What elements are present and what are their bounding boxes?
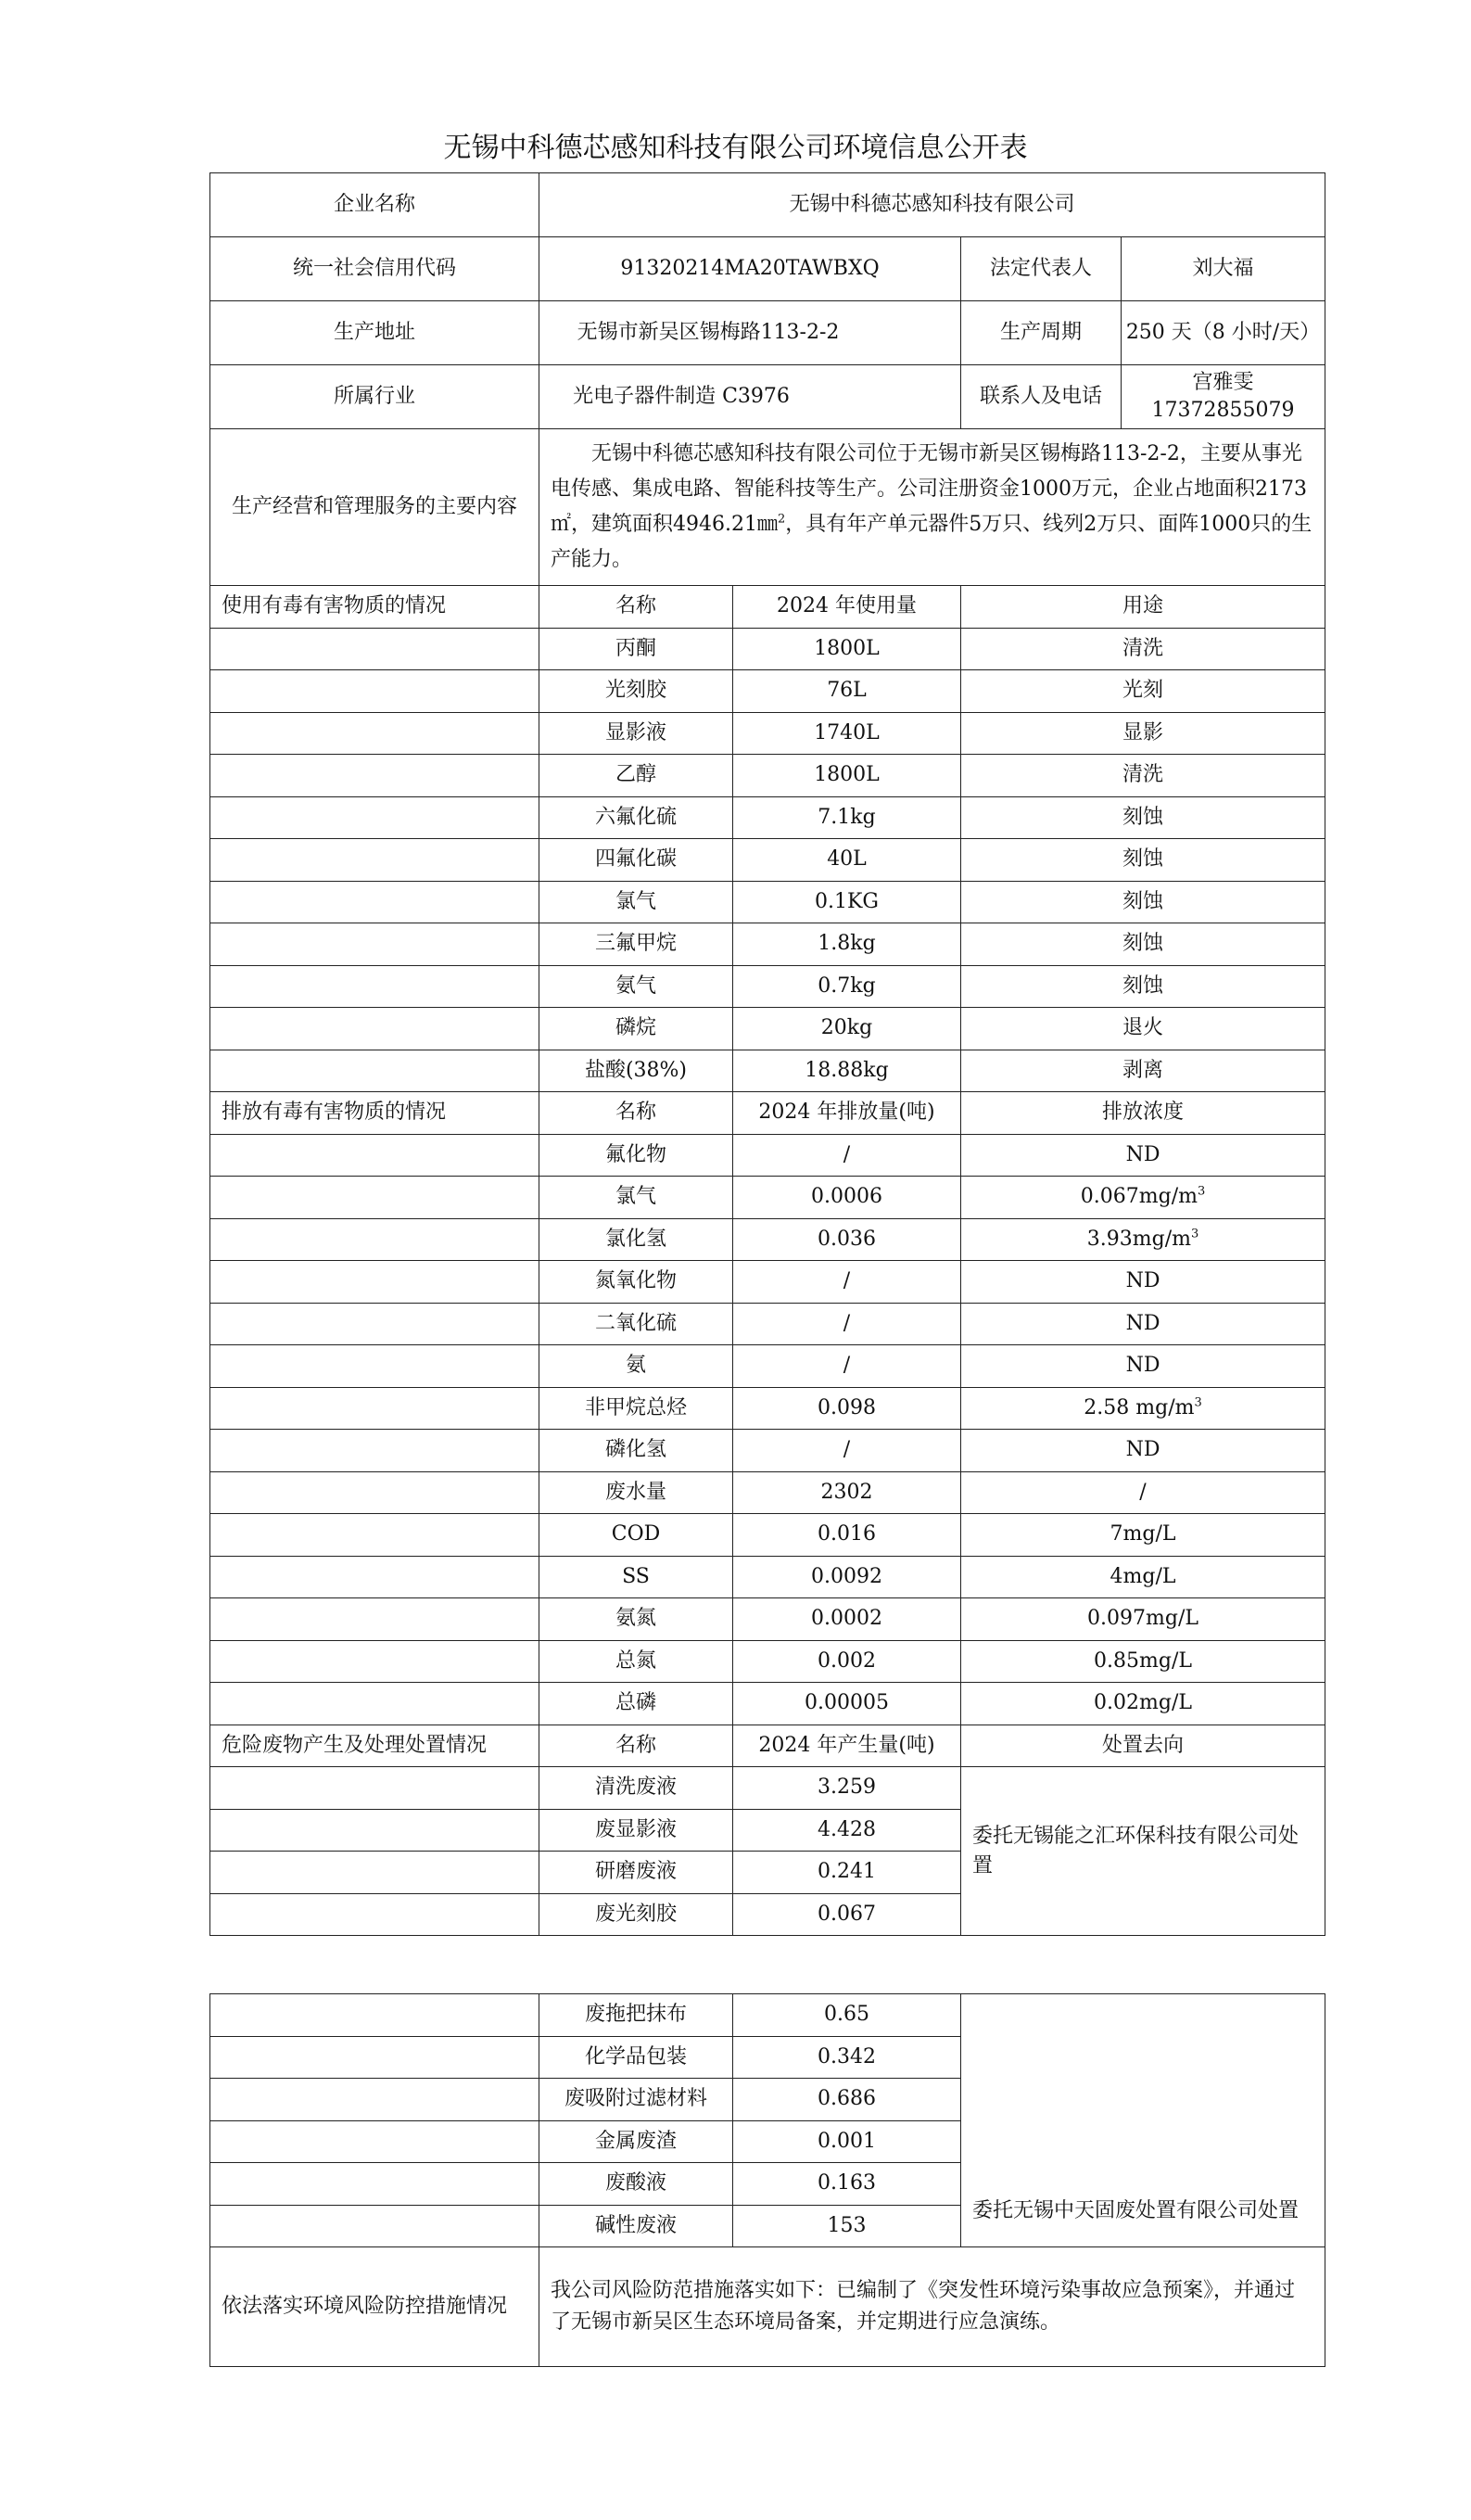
toxic-emit-name: 总磷 [539,1683,733,1725]
industry-value: 光电子器件制造 C3976 [539,365,961,429]
toxic-emit-concentration: ND [961,1303,1325,1345]
hazardous-name: 废吸附过滤材料 [539,2079,733,2121]
toxic-use-name: 氨气 [539,965,733,1008]
toxic-use-name: 丙酮 [539,628,733,670]
toxic-use-name: 盐酸(38%) [539,1050,733,1092]
business-text [539,429,1325,586]
toxic-use-amount: 1800L [733,755,961,797]
toxic-emit-concentration: $3.93mg/m^3$ [961,1218,1325,1261]
table-row [210,628,1325,670]
legal-rep-label: 法定代表人 [961,237,1122,300]
toxic-emit-name: COD [539,1514,733,1557]
toxic-emit-name: 氮氧化物 [539,1261,733,1304]
toxic-use-amount: 76L [733,670,961,713]
toxic-emit-header-name: 名称 [539,1092,733,1135]
legal-rep-value: 刘大福 [1192,257,1254,280]
toxic-emit-concentration: / [961,1471,1325,1514]
toxic-emit-amount: / [733,1134,961,1177]
toxic-use-purpose: 显影 [961,712,1325,755]
table-row [210,1218,1325,1261]
table-row [210,1598,1325,1641]
toxic-use-name: 三氟甲烷 [539,923,733,966]
table-row [210,839,1325,882]
toxic-use-purpose: 刻蚀 [961,923,1325,966]
credit-code-row [210,237,1325,301]
toxic-use-amount: 40L [733,839,961,882]
business-text-part2: ，具有年产单元器件5万只、线列2万只、面阵1000只的生产能力。 [551,513,1312,571]
hazardous-amount: 153 [733,2205,961,2247]
toxic-emit-concentration: ND [961,1261,1325,1304]
toxic-emit-amount: 0.0006 [733,1177,961,1219]
toxic-emit-concentration: 0.85mg/L [961,1640,1325,1683]
hazardous-name: 金属废渣 [539,2120,733,2163]
contact-value: 宫雅雯 17372855079 [1151,371,1295,422]
legal-rep-cell [961,237,1325,301]
credit-code-label: 统一社会信用代码 [210,237,539,301]
toxic-emit-name: 氨氮 [539,1598,733,1641]
company-name-row [210,173,1325,237]
toxic-emit-name: 非甲烷总烃 [539,1387,733,1430]
toxic-emit-concentration: 2.58 $mg/m^3$ [961,1387,1325,1430]
toxic-emit-name: 废水量 [539,1471,733,1514]
toxic-emit-amount: 0.002 [733,1640,961,1683]
risk-row [210,2247,1325,2367]
hazardous-name: 废光刻胶 [539,1893,733,1936]
toxic-use-name: 显影液 [539,712,733,755]
toxic-use-amount: 7.1kg [733,796,961,839]
risk-label: 依法落实环境风险防控措施情况 [210,2247,539,2367]
business-text-sup: 2 [777,512,786,527]
toxic-emit-amount: 0.0002 [733,1598,961,1641]
address-row [210,301,1325,365]
industry-row [210,365,1325,429]
table-row [210,881,1325,923]
hazardous-amount: 3.259 [733,1767,961,1810]
toxic-emit-concentration: 0.02mg/L [961,1683,1325,1725]
toxic-emit-name: 二氧化硫 [539,1303,733,1345]
hazardous-amount: 0.241 [733,1852,961,1894]
toxic-use-purpose: 刻蚀 [961,965,1325,1008]
table-row [210,1008,1325,1050]
hazardous-header-disposal: 处置去向 [961,1725,1325,1767]
industry-label: 所属行业 [210,365,539,429]
business-row [210,429,1325,586]
toxic-emit-name: 氯气 [539,1177,733,1219]
period-label: 生产周期 [961,301,1122,364]
hazardous-continued-table [209,1993,1325,2367]
business-label: 生产经营和管理服务的主要内容 [210,429,539,586]
toxic-use-purpose: 刻蚀 [961,796,1325,839]
toxic-use-purpose: 退火 [961,1008,1325,1050]
toxic-use-name: 四氟化碳 [539,839,733,882]
toxic-emit-amount: / [733,1303,961,1345]
toxic-use-header-amount: 2024 年使用量 [733,586,961,629]
toxic-emit-amount: / [733,1430,961,1472]
toxic-use-name: 乙醇 [539,755,733,797]
table-row [210,1683,1325,1725]
table-row [210,1556,1325,1598]
toxic-use-header-purpose: 用途 [961,586,1325,629]
hazardous-label: 危险废物产生及处理处置情况 [210,1725,539,1767]
table-row [210,1471,1325,1514]
toxic-emit-amount: 0.0092 [733,1556,961,1598]
hazardous-disposal-2: 委托无锡中天固废处置有限公司处置 [961,1994,1325,2247]
table-row [210,1640,1325,1683]
hazardous-name: 废显影液 [539,1809,733,1852]
toxic-emit-name: 氟化物 [539,1134,733,1177]
toxic-emit-label: 排放有毒有害物质的情况 [210,1092,539,1135]
toxic-emit-header-amount: 2024 年排放量(吨) [733,1092,961,1135]
toxic-emit-name: 磷化氢 [539,1430,733,1472]
toxic-use-purpose: 光刻 [961,670,1325,713]
table-row [210,796,1325,839]
toxic-emit-name: 氨 [539,1345,733,1388]
hazardous-name: 清洗废液 [539,1767,733,1810]
company-name-label: 企业名称 [210,173,539,237]
hazardous-header-name: 名称 [539,1725,733,1767]
toxic-use-purpose: 剥离 [961,1050,1325,1092]
hazardous-amount: 0.65 [733,1994,961,2037]
table-row [210,1303,1325,1345]
contact-cell [961,365,1325,429]
toxic-use-purpose: 刻蚀 [961,839,1325,882]
toxic-use-purpose: 刻蚀 [961,881,1325,923]
toxic-emit-amount: / [733,1261,961,1304]
toxic-use-amount: 1740L [733,712,961,755]
table-row [210,923,1325,966]
toxic-emit-header-concentration: 排放浓度 [961,1092,1325,1135]
toxic-emit-amount: 0.016 [733,1514,961,1557]
toxic-emit-concentration: $0.067mg/m^3$ [961,1177,1325,1219]
hazardous-header-amount: 2024 年产生量(吨) [733,1725,961,1767]
business-text-part1: 无锡中科德芯感知科技有限公司位于无锡市新吴区锡梅路113-2-2，主要从事光电传感、集成电路、智能科技等生产。公司注册资金1000万元，企业占地面积2173㎡，建筑面积4946.21㎜ [551,442,1307,536]
address-label: 生产地址 [210,301,539,365]
table-row [210,1767,1325,1810]
company-name-value: 无锡中科德芯感知科技有限公司 [539,173,1325,237]
toxic-emit-concentration: 7mg/L [961,1514,1325,1557]
toxic-emit-amount: / [733,1345,961,1388]
hazardous-amount: 4.428 [733,1809,961,1852]
hazardous-amount: 0.001 [733,2120,961,2163]
toxic-emit-concentration: 0.097mg/L [961,1598,1325,1641]
hazardous-amount: 0.067 [733,1893,961,1936]
toxic-emit-name: SS [539,1556,733,1598]
page-title: 无锡中科德芯感知科技有限公司环境信息公开表 [443,132,1028,164]
hazardous-header-row [210,1725,1325,1767]
toxic-emit-amount: 0.098 [733,1387,961,1430]
toxic-use-header-name: 名称 [539,586,733,629]
hazardous-disposal-1: 委托无锡能之汇环保科技有限公司处置 [961,1767,1325,1936]
toxic-emit-concentration: ND [961,1134,1325,1177]
address-value: 无锡市新吴区锡梅路113-2-2 [539,301,961,365]
toxic-use-amount: 1800L [733,628,961,670]
toxic-emit-amount: 0.036 [733,1218,961,1261]
toxic-use-name: 氯气 [539,881,733,923]
hazardous-name: 研磨废液 [539,1852,733,1894]
hazardous-name: 废酸液 [539,2163,733,2206]
toxic-use-header-row [210,586,1325,629]
table-row [210,1177,1325,1219]
table-row [210,1134,1325,1177]
risk-text: 我公司风险防范措施落实如下：已编制了《突发性环境污染事故应急预案》，并通过了无锡市新吴区生态环境局备案，并定期进行应急演练。 [539,2247,1325,2367]
toxic-emit-concentration: 4mg/L [961,1556,1325,1598]
hazardous-name: 化学品包装 [539,2036,733,2079]
environment-info-table [209,172,1325,1936]
table-row [210,755,1325,797]
table-row [210,1387,1325,1430]
table-row [210,965,1325,1008]
toxic-use-name: 磷烷 [539,1008,733,1050]
toxic-emit-concentration: ND [961,1430,1325,1472]
toxic-emit-header-row [210,1092,1325,1135]
toxic-emit-amount: 2302 [733,1471,961,1514]
toxic-use-amount: 20kg [733,1008,961,1050]
hazardous-name: 碱性废液 [539,2205,733,2247]
hazardous-amount: 0.163 [733,2163,961,2206]
table-row [210,1994,1325,2037]
toxic-use-name: 光刻胶 [539,670,733,713]
toxic-use-label: 使用有毒有害物质的情况 [210,586,539,629]
contact-label: 联系人及电话 [961,365,1122,428]
toxic-use-amount: 0.7kg [733,965,961,1008]
toxic-use-amount: 0.1KG [733,881,961,923]
toxic-use-amount: 18.88kg [733,1050,961,1092]
table-row [210,1430,1325,1472]
table-row [210,712,1325,755]
table-row [210,1261,1325,1304]
table-row [210,1050,1325,1092]
period-value: 250 天（8 小时/天） [1125,321,1321,344]
credit-code-value: 91320214MA20TAWBXQ [539,237,961,301]
toxic-emit-name: 氯化氢 [539,1218,733,1261]
period-cell [961,301,1325,365]
table-row [210,1514,1325,1557]
toxic-use-amount: 1.8kg [733,923,961,966]
toxic-emit-amount: 0.00005 [733,1683,961,1725]
toxic-use-purpose: 清洗 [961,755,1325,797]
hazardous-name: 废拖把抹布 [539,1994,733,2037]
toxic-use-purpose: 清洗 [961,628,1325,670]
table-row [210,670,1325,713]
table-row [210,1345,1325,1388]
toxic-emit-name: 总氮 [539,1640,733,1683]
hazardous-amount: 0.686 [733,2079,961,2121]
hazardous-amount: 0.342 [733,2036,961,2079]
toxic-use-name: 六氟化硫 [539,796,733,839]
toxic-emit-concentration: ND [961,1345,1325,1388]
